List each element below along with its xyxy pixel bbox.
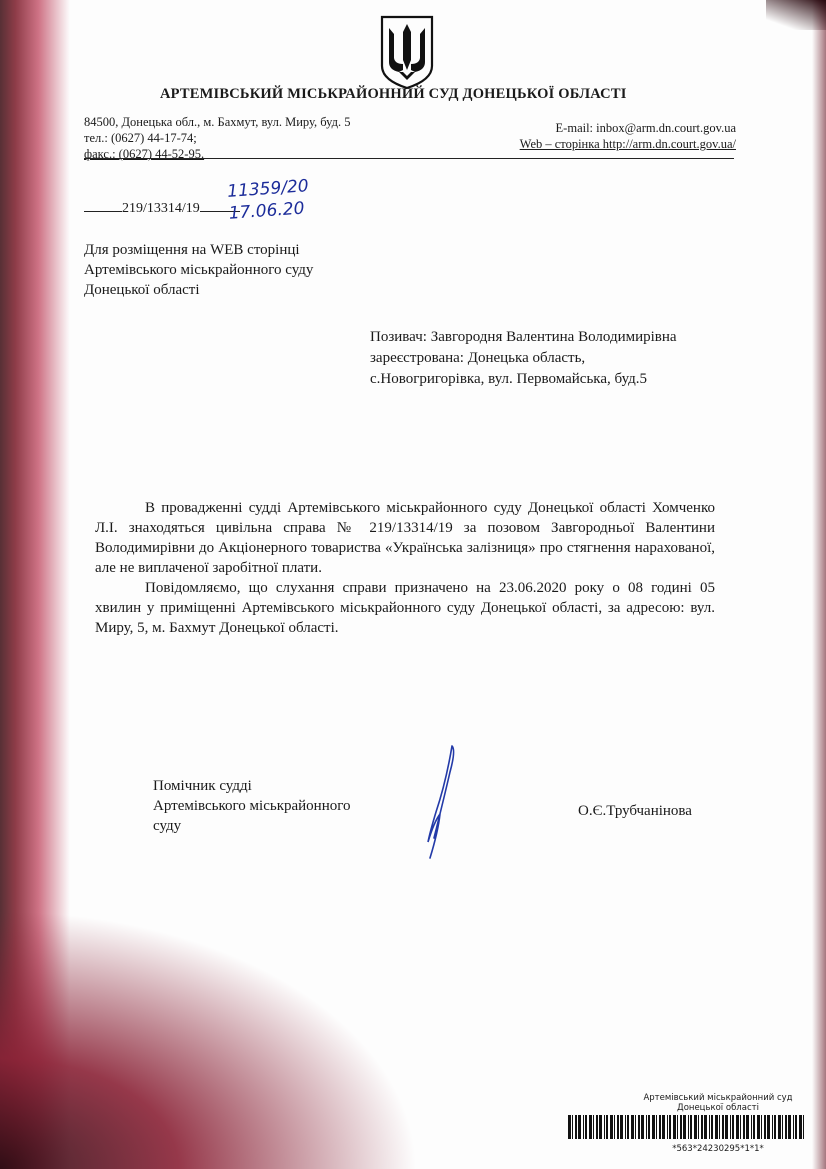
barcode-bar [646,1115,647,1139]
scan-edge-top-right [766,0,826,30]
barcode-icon [568,1115,808,1139]
barcode-bar [757,1115,760,1139]
body-paragraph: В провадженні судді Артемівського міськрайонного суду Донецької області Хомченко Л.І. знаходяться цивільна справа № 219/13314/19 за позовом Завгородньої Валентини Володимирівни до Акціонерного товариства «Українська залізниця» про стягнення нарахованої, але не виплаченої заробітної плати. [95,500,715,576]
barcode-bar [690,1115,692,1139]
barcode-bar [743,1115,745,1139]
barcode-bar [701,1115,703,1139]
barcode-bar [782,1115,783,1139]
trident-emblem-icon [379,14,435,90]
position-line: Артемівського міськрайонного [153,798,351,814]
barcode-bar [722,1115,724,1139]
barcode-bar [620,1115,623,1139]
addressee-line: Донецької області [84,282,200,298]
barcode-number: *563*24230295*1*1* [672,1144,764,1154]
court-contacts-right [480,120,736,152]
signatory-position [153,776,351,836]
barcode-block [568,1093,808,1154]
court-email: E-mail: inbox@arm.dn.court.gov.ua [555,121,736,135]
barcode-bar [736,1115,739,1139]
court-contacts-left [84,114,350,162]
plaintiff-block [370,327,677,390]
barcode-bar [711,1115,713,1139]
court-phone: тел.: (0627) 44-17-74; [84,131,197,145]
barcode-bar [568,1115,571,1139]
barcode-bar [715,1115,718,1139]
addressee-line: Артемівського міськрайонного суду [84,262,314,278]
outgoing-number [84,201,240,217]
barcode-bar [659,1115,661,1139]
court-name: АРТЕМІВСЬКИЙ МІСЬКРАЙОННИЙ СУД ДОНЕЦЬКОЇ ОБЛАСТІ [160,86,627,102]
barcode-bar [610,1115,613,1139]
barcode-bar [725,1115,728,1139]
barcode-bar [704,1115,707,1139]
registration-stamp [227,175,311,225]
barcode-bar [662,1115,665,1139]
barcode-label-line: Донецької області [677,1103,759,1113]
barcode-bar [774,1115,776,1139]
barcode-bar [596,1115,598,1139]
body-paragraph: Повідомляємо, що слухання справи призначено на 23.06.2020 року о 08 годині 05 хвилин у приміщенні Артемівського міськрайонного суду Донецької області, за адресою: вул. Миру, 5, м. Бахмут Донецької області. [95,580,715,636]
barcode-bar [764,1115,766,1139]
court-website-link[interactable]: Web – сторінка http://arm.dn.court.gov.ua/ [519,137,736,151]
barcode-bar [593,1115,594,1139]
scan-edge-bottom-left [0,909,420,1169]
scan-edge-right [812,0,826,1169]
barcode-bar [719,1115,720,1139]
barcode-label [628,1093,808,1113]
signatory-name: О.Є.Трубчанінова [578,803,692,819]
barcode-bar [669,1115,671,1139]
barcode-bar [772,1115,773,1139]
addressee-line: Для розміщення на WEB сторінці [84,242,300,258]
barcode-bar [585,1115,587,1139]
blank-line [84,211,122,212]
addressee-block [84,240,313,300]
barcode-bar [578,1115,581,1139]
barcode-bar [698,1115,699,1139]
barcode-bar [795,1115,797,1139]
handwritten-signature-icon [416,742,466,862]
court-fax: факс.: (0627) 44-52-95. [84,147,205,161]
barcode-bar [583,1115,584,1139]
barcode-bar [627,1115,629,1139]
barcode-bar [732,1115,734,1139]
barcode-bar [631,1115,634,1139]
barcode-bar [688,1115,689,1139]
barcode-bar [589,1115,592,1139]
barcode-bar [673,1115,676,1139]
barcode-bar [746,1115,749,1139]
barcode-bar [641,1115,644,1139]
barcode-bar [575,1115,577,1139]
court-address: 84500, Донецька обл., м. Бахмут, вул. Миру, буд. 5 [84,115,351,129]
barcode-label-line: Артемівський міськрайонний суд [643,1093,793,1103]
barcode-bar [677,1115,678,1139]
barcode-bar [730,1115,731,1139]
barcode-bar [625,1115,626,1139]
barcode-bar [614,1115,615,1139]
barcode-bar [680,1115,682,1139]
position-line: суду [153,818,182,834]
plaintiff-line: с.Новогригорівка, вул. Первомайська, буд.5 [370,371,648,387]
plaintiff-line: Позивач: Завгородня Валентина Володимирівна [370,329,677,345]
barcode-bar [753,1115,755,1139]
header-divider [84,158,734,159]
barcode-bar [761,1115,762,1139]
barcode-bar [751,1115,752,1139]
barcode-bar [635,1115,636,1139]
stamp-date: 17.06.20 [228,198,306,224]
barcode-bar [740,1115,741,1139]
barcode-bar [638,1115,640,1139]
barcode-bar [788,1115,791,1139]
barcode-bar [709,1115,710,1139]
barcode-bar [667,1115,668,1139]
letter-body [95,498,715,638]
barcode-bar [767,1115,770,1139]
position-line: Помічник судді [153,778,252,794]
barcode-bar [648,1115,650,1139]
barcode-bar [803,1115,804,1139]
barcode-bar [599,1115,602,1139]
barcode-bar [604,1115,605,1139]
barcode-bar [793,1115,794,1139]
barcode-bar [572,1115,573,1139]
barcode-bar [617,1115,619,1139]
barcode-bar [606,1115,608,1139]
barcode-bar [652,1115,655,1139]
barcode-bar [683,1115,686,1139]
barcode-bar [778,1115,781,1139]
barcode-bar [694,1115,697,1139]
plaintiff-line: зареєстрована: Донецька область, [370,350,586,366]
barcode-bar [785,1115,787,1139]
case-reference: 219/13314/19 [122,201,200,216]
barcode-bar [656,1115,657,1139]
barcode-bar [799,1115,802,1139]
stamp-number: 11359/20 [226,176,310,202]
